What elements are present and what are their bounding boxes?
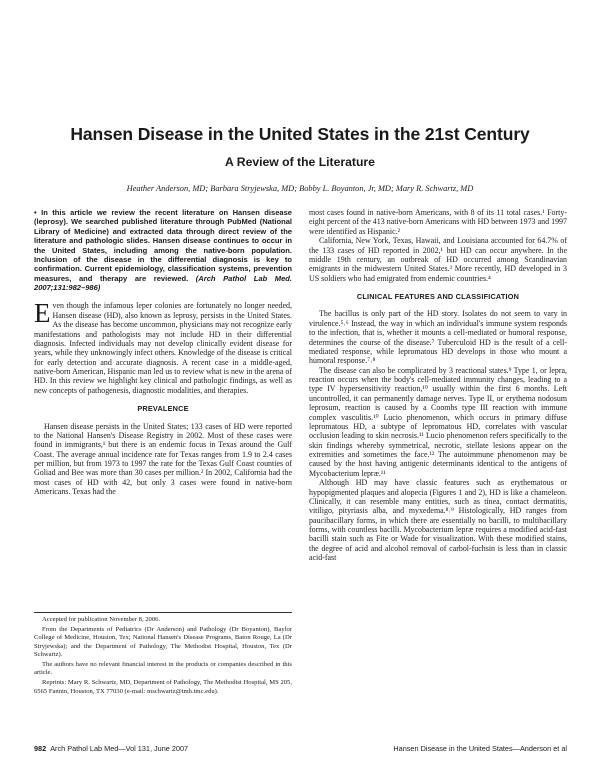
- left-column: [34, 208, 292, 497]
- footer-left: [34, 744, 188, 753]
- abstract: [34, 208, 292, 292]
- journal-info: Arch Pathol Lab Med—Vol 131, June 2007: [50, 744, 189, 753]
- page-footer: [34, 744, 567, 756]
- footnote-accepted: Accepted for publication November 8, 2006.: [42, 616, 161, 623]
- page-number: 982: [34, 744, 47, 753]
- intro-paragraph: [34, 298, 292, 395]
- running-title: Hansen Disease in the United States—Anderson et al: [393, 744, 567, 753]
- clinical-paragraph-3: Although HD may have classic features such as erythematous or hypopigmented plaques and alopecia (Figures 1 and 2), HD is like a chameleon. Clinically, it can resemble many entities, such as tinea, contact dermatitis, vitiligo, pityriasis alba, and myxedema.⁸˒⁹ Histologically, HD ranges from paucibacillary forms, in which there are essentially no bacilli, to multibacillary forms, with countless bacilli. Mycobacterium lepræ requires a modified acid-fast bacilli stain such as Fite or Wade for visualization. With these modified stains, the degree of acid and alcohol removal of carbol-fuchsin is less than in classic acid-fast: [309, 478, 567, 563]
- clinical-paragraph-1: The bacillus is only part of the HD story. Isolates do not seem to vary in virulence.⁵˒⁶ Instead, the way in which an individual's immune system responds to the infection, that is, whether it mounts a cell-mediated or humoral response, determines the course of the disease.⁷ Tuberculoid HD is the result of a cell-mediated response, while lepromatous HD develops in those who mount a humoral response.⁷˒⁸: [309, 309, 567, 366]
- right-column: [309, 208, 567, 563]
- article-subtitle: A Review of the Literature: [225, 155, 375, 169]
- clinical-paragraph-2: The disease can also be complicated by 3 reactional states.⁹ Type 1, or lepra, reaction occurs when the body's cell-mediated immunity changes, leading to a type IV hypersensitivity reaction,¹⁰ usually within the first 6 months. Left uncontrolled, it can permanently damage nerves. Type II, or erythema nodosum leprosum, reaction is caused by a Coombs type III reaction with immune complex vasculitis.¹⁰ Lucio phenomenon, which occurs in primary diffuse lepromatous HD, a subtype of lepromatous HD, correlates with vascular occlusion leading to skin necrosis.¹¹ Lucio phenomenon refers specifically to the skin findings whereby symmetrical, necrotic, stellate lesions appear on the extremities and sometimes the face.¹² The autoimmune phenomenon may be caused by the host having antigenic determinants identical to the antigens of Mycobacterium lepræ.¹¹: [309, 365, 567, 478]
- prevalence-paragraph-2: most cases found in native-born Americans, with 8 of its 11 total cases.¹ Forty-eight percent of the 413 native-born Americans with HD between 1973 and 1997 were identified as Hispanic.²: [309, 208, 567, 236]
- footnotes: [34, 612, 292, 698]
- drop-cap: E: [34, 298, 51, 329]
- author-list: Heather Anderson, MD; Barbara Stryjewska, MD; Bobby L. Boyanton, Jr, MD; Mary R. Schwartz, MD: [126, 184, 474, 193]
- section-heading-prevalence: PREVALENCE: [137, 404, 189, 414]
- article-title: Hansen Disease in the United States in the 21st Century: [70, 124, 530, 144]
- footnote-rule: [34, 612, 292, 613]
- footnote-affiliations: From the Departments of Pediatrics (Dr Anderson) and Pathology (Dr Boyanton), Baylor College of Medicine, Houston, Tex; National Hansen's Disease Programs, Baton Rouge, La (Dr Stryjewska); and the Department of Pathology, The Methodist Hospital, Houston, Tex (Dr Schwartz).: [34, 626, 292, 658]
- footnote-conflict: The authors have no relevant financial interest in the products or companies described in this article.: [34, 661, 292, 677]
- prevalence-paragraph-3: California, New York, Texas, Hawaii, and Louisiana accounted for 64.7% of the 133 cases of HD reported in 2002,¹ but HD can occur anywhere. In the middle 19th century, an outbreak of HD occurred among Scandinavian emigrants in the midwestern United States.³ More recently, HD developed in 3 US soldiers who had emigrated from endemic countries.⁴: [309, 236, 567, 283]
- abstract-text: • In this article we review the recent literature on Hansen disease (leprosy). We searched published literature through PubMed (National Library of Medicine) and extracted data through direct review of the literature and pathologic slides. Hansen disease continues to occur in the United States, including among the native-born population. Inclusion of the disease in the differential diagnosis is key to confirmation. Current epidemiology, classification systems, prevention measures, and therapy are reviewed.: [34, 208, 292, 283]
- footnote-reprints: Reprints: Mary R. Schwartz, MD, Department of Pathology, The Methodist Hospital, MS 205, 6565 Fannin, Houston, TX 77030 (e-mail: mschwartz@tmh.tmc.edu).: [34, 679, 292, 695]
- intro-text: ven though the infamous leper colonies are fortunately no longer needed, Hansen disease (HD), also known as leprosy, persists in the United States. As the disease has become uncommon, physicians may not recognize early manifestations and pathologists may not include HD in their differential diagnosis. Infected individuals may not develop clinically evident disease for years, while they unknowingly infect others. Knowledge of the disease is critical for early detection and accurate diagnosis. A recent case in a middle-aged, native-born American, Hispanic man led us to review what is new in the arena of HD. In this review we highlight key clinical and pathologic findings, as well as new concepts of pathogenesis, diagnostic modalities, and therapies.: [34, 301, 292, 395]
- section-heading-clinical: CLINICAL FEATURES AND CLASSIFICATION: [356, 292, 520, 301]
- abstract-citation: (Arch Pathol Lab Med. 2007;131:982–986): [34, 273, 292, 292]
- prevalence-paragraph-1: Hansen disease persists in the United States; 133 cases of HD were reported to the National Hansen's Disease Registry in 2002. Most of these cases were found in immigrants,¹ but there is an endemic focus in Texas around the Gulf Coast. The average annual incidence rate for Texas ranges from 1.9 to 2.4 cases per million, but from 1973 to 1997 the rate for the Texas Gulf Coast counties of Goliad and Bee was more than 30 cases per million.² In 2002, California had the most cases of HD with 42, but only 3 cases were found in native-born Americans. Texas had the: [34, 421, 292, 497]
